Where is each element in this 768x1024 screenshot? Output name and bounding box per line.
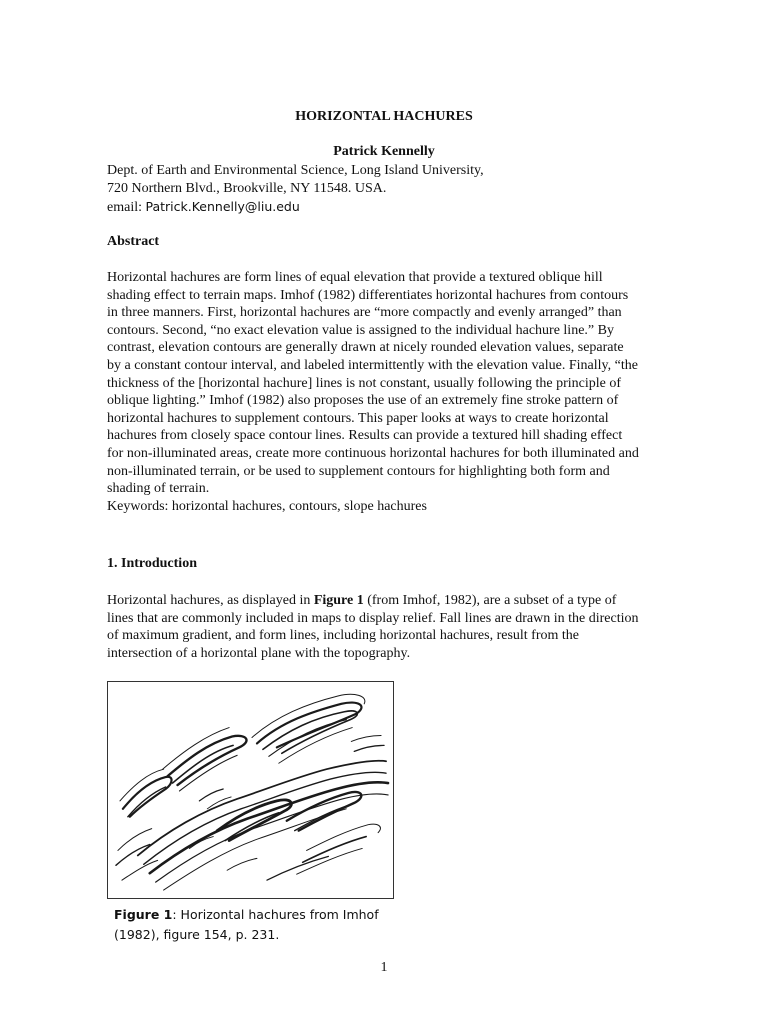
paper-title: HORIZONTAL HACHURES (295, 109, 473, 124)
abstract-heading: Abstract (107, 234, 160, 249)
affiliation-email-line (107, 198, 697, 217)
caption-line: (1982), figure 154, p. 231. (114, 927, 280, 942)
abstract-line: non-illuminated terrain, or be used to supplement contours for highlighting both form and (107, 463, 610, 479)
caption-label: Figure 1 (114, 907, 173, 922)
figure-1-caption (114, 905, 404, 945)
figure-1-image (107, 681, 394, 899)
abstract-line: contrast, elevation contours are generally drawn at nicely rounded elevation values, separate (107, 340, 624, 356)
email-address[interactable]: Patrick.Kennelly@liu.edu (145, 199, 300, 214)
abstract-body (107, 269, 682, 515)
section-heading-introduction: 1. Introduction (107, 556, 197, 571)
intro-text: Horizontal hachures, as displayed in (107, 593, 314, 608)
intro-line: of maximum gradient, and form lines, including horizontal hachures, result from the (107, 628, 579, 644)
affiliation-address: 720 Northern Blvd., Brookville, NY 11548. USA. (107, 181, 387, 196)
caption-text: : Horizontal hachures from Imhof (172, 907, 379, 922)
intro-line: intersection of a horizontal plane with the topography. (107, 645, 411, 661)
abstract-line: contours. Second, “no exact elevation value is assigned to the individual hachure line.” By (107, 322, 614, 338)
abstract-line: Horizontal hachures are form lines of equal elevation that provide a textured oblique hill (107, 270, 603, 285)
hachure-illustration (108, 682, 393, 898)
abstract-line: thickness of the [horizontal hachure] lines is not constant, usually following the principle of (107, 375, 621, 391)
abstract-line: in three manners. First, horizontal hachures are “more compactly and evenly arranged” than (107, 305, 622, 321)
figure-reference: Figure 1 (313, 593, 364, 608)
intro-line: lines that are commonly included in maps to display relief. Fall lines are drawn in the direction (107, 610, 639, 626)
abstract-line: oblique lighting.” Imhof (1982) also proposes the use of an extremely fine stroke pattern of (107, 393, 619, 409)
author-affiliation (107, 162, 697, 217)
page-number: 1 (380, 960, 388, 975)
introduction-body (107, 592, 682, 662)
intro-line (107, 592, 682, 610)
author-name: Patrick Kennelly (333, 144, 435, 159)
abstract-line: by a constant contour interval, and labeled intermittently with the elevation value. Finally, “the (107, 357, 638, 373)
abstract-line: shading of terrain. (107, 481, 210, 497)
affiliation-dept: Dept. of Earth and Environmental Science, Long Island University, (107, 163, 484, 178)
abstract-line: shading effect to terrain maps. Imhof (1982) differentiates horizontal hachures from contours (107, 287, 629, 303)
intro-text: (from Imhof, 1982), are a subset of a type of (363, 593, 617, 608)
caption-line (114, 905, 404, 925)
keywords-line: Keywords: horizontal hachures, contours, slope hachures (107, 498, 427, 514)
abstract-line: hachures from closely space contour lines. Results can provide a textured hill shading effect (107, 428, 623, 444)
abstract-line: for non-illuminated areas, create more continuous horizontal hachures for both illuminated and (107, 445, 639, 461)
email-label: email: (107, 200, 146, 215)
abstract-line: horizontal hachures to supplement contours. This paper looks at ways to create horizontal (107, 410, 609, 426)
